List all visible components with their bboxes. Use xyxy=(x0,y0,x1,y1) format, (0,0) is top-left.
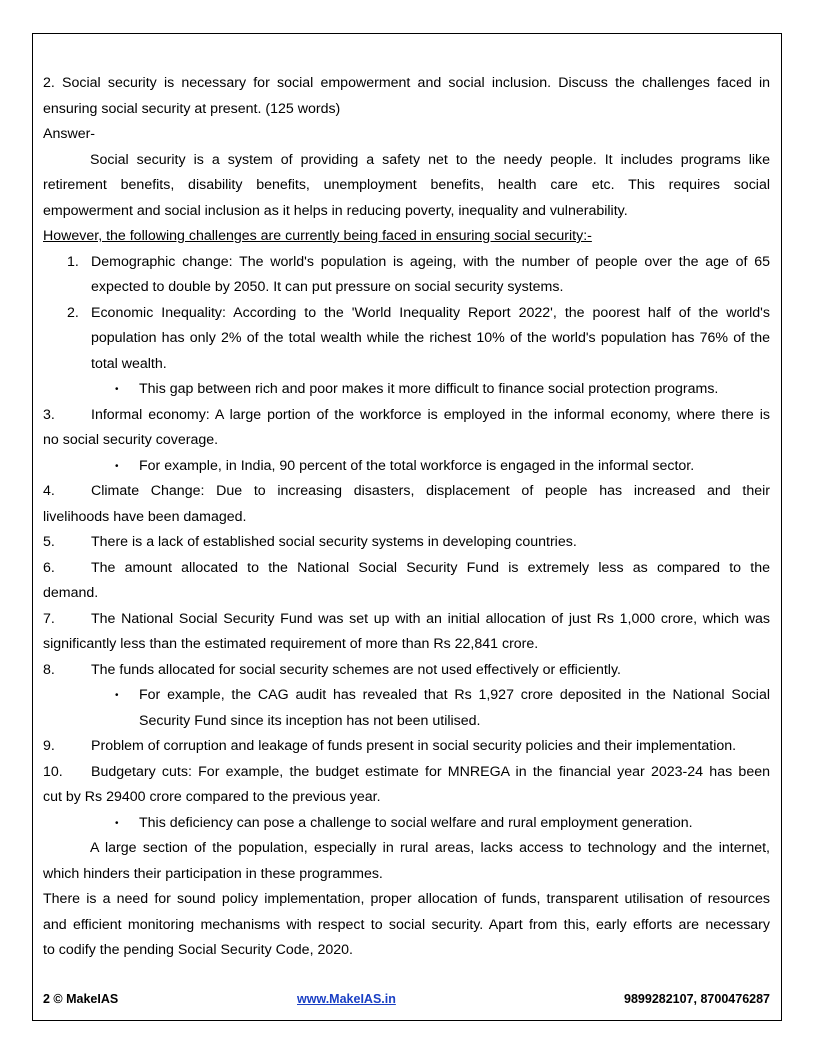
paragraph-line: and efficient monitoring mechanisms with respect to social security. Apart from this, early efforts are necessary xyxy=(43,916,770,933)
answer-label: Answer- xyxy=(43,126,96,142)
question-line: 2. Social security is necessary for social empowerment and social inclusion. Discuss the challenges faced in xyxy=(43,75,770,91)
list-item-2 xyxy=(67,301,770,378)
list-number: 10. xyxy=(43,763,63,780)
document-body xyxy=(43,71,770,964)
list-line: Climate Change: Due to increasing disasters, displacement of people has increased and their xyxy=(91,483,770,499)
list-line: expected to double by 2050. It can put pressure on social security systems. xyxy=(91,279,564,295)
intro-paragraph xyxy=(43,148,770,225)
footer-phone-numbers: 9899282107, 8700476287 xyxy=(624,992,770,1006)
list-number: 2. xyxy=(67,304,79,321)
list-line: Problem of corruption and leakage of funds present in social security policies and their implementation. xyxy=(91,738,737,754)
bullet-icon: • xyxy=(115,384,119,395)
list-number: 1. xyxy=(67,253,79,270)
footer-page-brand: 2 © MakeIAS xyxy=(43,992,119,1006)
list-line: significantly less than the estimated requirement of more than Rs 22,841 crore. xyxy=(43,636,539,652)
list-item-1 xyxy=(67,250,770,301)
list-line: Budgetary cuts: For example, the budget estimate for MNREGA in the financial year 2023-24 has been xyxy=(91,763,770,780)
numbered-list xyxy=(43,250,770,378)
list-text xyxy=(91,301,770,378)
bullet-text: This deficiency can pose a challenge to social welfare and rural employment generation. xyxy=(139,814,693,831)
list-line: Economic Inequality: According to the 'World Inequality Report 2022', the poorest half of the world's xyxy=(91,304,770,321)
bullet-icon: • xyxy=(115,817,119,829)
list-number: 9. xyxy=(43,738,55,754)
list-item-6 xyxy=(43,556,770,582)
list-line: The National Social Security Fund was set up with an initial allocation of just Rs 1,000 crore, which was xyxy=(91,610,770,627)
list-line: no social security coverage. xyxy=(43,432,219,448)
bullet-line: For example, the CAG audit has revealed that Rs 1,927 crore deposited in the National Social xyxy=(139,687,770,703)
list-item-9 xyxy=(43,734,770,760)
page-footer xyxy=(43,992,770,1012)
paragraph-line: which hinders their participation in these programmes. xyxy=(43,865,383,882)
bullet-item xyxy=(43,377,770,403)
challenges-heading: However, the following challenges are currently being faced in ensuring social security:- xyxy=(43,228,592,244)
bullet-icon: • xyxy=(115,690,119,701)
conclusion-paragraph xyxy=(43,887,770,964)
list-line: Demographic change: The world's population is ageing, with the number of people over the age of 65 xyxy=(91,253,770,270)
bullet-item xyxy=(43,454,770,480)
paragraph-line: to codify the pending Social Security Code, 2020. xyxy=(43,942,353,958)
list-line: There is a lack of established social security systems in developing countries. xyxy=(91,534,577,550)
list-text xyxy=(91,250,770,301)
list-number: 6. xyxy=(43,559,55,576)
bullet-item xyxy=(43,683,770,734)
list-number: 7. xyxy=(43,610,55,627)
bullet-text: For example, in India, 90 percent of the total workforce is engaged in the informal sector. xyxy=(139,457,695,474)
bullet-text xyxy=(139,683,770,734)
list-line: The amount allocated to the National Social Security Fund is extremely less as compared to the xyxy=(91,559,770,576)
intro-line: Social security is a system of providing a safety net to the needy people. It includes programs like xyxy=(90,151,770,168)
bullet-icon: • xyxy=(115,460,119,472)
list-line: population has only 2% of the total wealth while the richest 10% of the world's population has 76% of the xyxy=(91,330,770,346)
paragraph-line: There is a need for sound policy implementation, proper allocation of funds, transparent utilisation of resources xyxy=(43,891,770,907)
list-item-7 xyxy=(43,607,770,633)
list-item-10 xyxy=(43,760,770,786)
list-number: 4. xyxy=(43,483,55,499)
footer-website-link[interactable]: www.MakeIAS.in xyxy=(297,992,396,1006)
intro-line: retirement benefits, disability benefits, unemployment benefits, health care etc. This requires social xyxy=(43,177,770,193)
bullet-text: This gap between rich and poor makes it more difficult to finance social protection programs. xyxy=(139,381,719,397)
list-item-8 xyxy=(43,658,770,684)
bullet-item xyxy=(43,811,770,837)
list-line: Informal economy: A large portion of the workforce is employed in the informal economy, where there is xyxy=(91,406,770,423)
list-line: The funds allocated for social security schemes are not used effectively or efficiently. xyxy=(91,661,621,678)
list-number: 8. xyxy=(43,661,55,678)
list-item-3 xyxy=(43,403,770,429)
question-line: ensuring social security at present. (125 words) xyxy=(43,100,341,117)
list-line: cut by Rs 29400 crore compared to the previous year. xyxy=(43,789,381,805)
list-item-4 xyxy=(43,479,770,505)
list-line: livelihoods have been damaged. xyxy=(43,508,247,525)
intro-line: empowerment and social inclusion as it helps in reducing poverty, inequality and vulnerability. xyxy=(43,202,628,219)
bullet-line: Security Fund since its inception has not been utilised. xyxy=(139,712,481,729)
digital-paragraph xyxy=(43,836,770,887)
list-number: 5. xyxy=(43,534,55,550)
paragraph-line: A large section of the population, especially in rural areas, lacks access to technology and the internet, xyxy=(90,840,770,856)
page-frame xyxy=(32,33,782,1021)
list-number: 3. xyxy=(43,406,55,423)
list-line: demand. xyxy=(43,585,99,601)
question xyxy=(43,71,770,122)
list-line: total wealth. xyxy=(91,355,167,372)
list-item-5 xyxy=(43,530,770,556)
